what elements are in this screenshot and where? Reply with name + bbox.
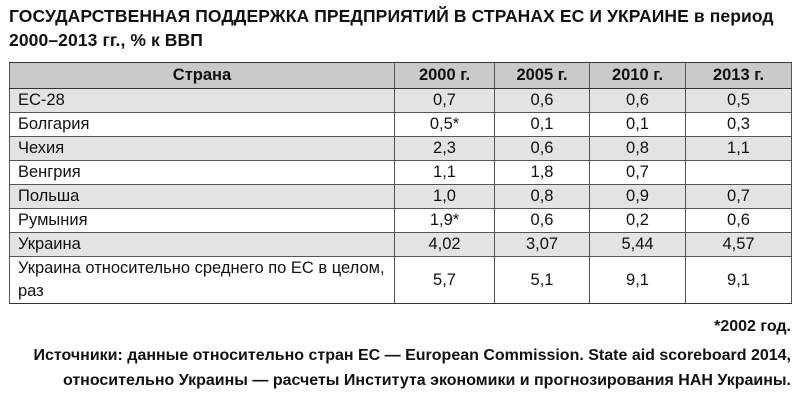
cell-country: Украина относительно среднего по ЕС в целом, раз bbox=[10, 257, 395, 304]
cell-2010: 9,1 bbox=[590, 257, 686, 304]
cell-country: Украина bbox=[10, 233, 395, 257]
table-row bbox=[10, 137, 792, 161]
cell-2010: 0,9 bbox=[590, 185, 686, 209]
cell-2010: 0,6 bbox=[590, 89, 686, 113]
cell-2013: 1,1 bbox=[686, 137, 792, 161]
cell-2000: 0,7 bbox=[395, 89, 495, 113]
footnote: *2002 год. bbox=[714, 318, 791, 335]
table-row bbox=[10, 185, 792, 209]
cell-2000: 5,7 bbox=[395, 257, 495, 304]
sources-note: Источники: данные относительно стран ЕС — European Commission. State aid scoreboard 2014, относительно Украины — расчеты Института экономики и прогнозирования НАН Украины. bbox=[33, 347, 791, 389]
cell-2013: 4,57 bbox=[686, 233, 792, 257]
cell-2013 bbox=[686, 161, 792, 185]
table-row bbox=[10, 209, 792, 233]
cell-2000: 1,0 bbox=[395, 185, 495, 209]
table-header-row bbox=[10, 63, 792, 89]
cell-2013: 0,6 bbox=[686, 209, 792, 233]
cell-country: Румыния bbox=[10, 209, 395, 233]
cell-2010: 0,8 bbox=[590, 137, 686, 161]
table-row bbox=[10, 161, 792, 185]
cell-country: Болгария bbox=[10, 113, 395, 137]
col-header-2013: 2013 г. bbox=[686, 63, 792, 89]
cell-2000: 2,3 bbox=[395, 137, 495, 161]
cell-2013: 9,1 bbox=[686, 257, 792, 304]
data-table bbox=[9, 62, 792, 304]
cell-2000: 1,1 bbox=[395, 161, 495, 185]
table-row bbox=[10, 257, 792, 304]
cell-2005: 0,8 bbox=[495, 185, 590, 209]
cell-2000: 4,02 bbox=[395, 233, 495, 257]
table-row bbox=[10, 233, 792, 257]
cell-2005: 0,6 bbox=[495, 89, 590, 113]
cell-2013: 0,3 bbox=[686, 113, 792, 137]
col-header-2000: 2000 г. bbox=[395, 63, 495, 89]
cell-2010: 0,7 bbox=[590, 161, 686, 185]
col-header-2005: 2005 г. bbox=[495, 63, 590, 89]
cell-2000: 1,9* bbox=[395, 209, 495, 233]
cell-2010: 0,2 bbox=[590, 209, 686, 233]
cell-2005: 1,8 bbox=[495, 161, 590, 185]
cell-2005: 0,6 bbox=[495, 137, 590, 161]
cell-2010: 5,44 bbox=[590, 233, 686, 257]
table-row bbox=[10, 113, 792, 137]
page-title: ГОСУДАРСТВЕННАЯ ПОДДЕРЖКА ПРЕДПРИЯТИЙ В СТРАНАХ ЕС И УКРАИНЕ в период 2000–2013 гг., % к ВВП bbox=[9, 6, 774, 50]
cell-2005: 5,1 bbox=[495, 257, 590, 304]
table-row bbox=[10, 89, 792, 113]
cell-country: Польша bbox=[10, 185, 395, 209]
cell-country: Чехия bbox=[10, 137, 395, 161]
cell-2013: 0,7 bbox=[686, 185, 792, 209]
cell-2010: 0,1 bbox=[590, 113, 686, 137]
cell-2013: 0,5 bbox=[686, 89, 792, 113]
cell-2005: 0,6 bbox=[495, 209, 590, 233]
cell-2005: 3,07 bbox=[495, 233, 590, 257]
cell-2000: 0,5* bbox=[395, 113, 495, 137]
cell-country: Венгрия bbox=[10, 161, 395, 185]
col-header-2010: 2010 г. bbox=[590, 63, 686, 89]
cell-2005: 0,1 bbox=[495, 113, 590, 137]
cell-country: ЕС-28 bbox=[10, 89, 395, 113]
col-header-country: Страна bbox=[10, 63, 395, 89]
